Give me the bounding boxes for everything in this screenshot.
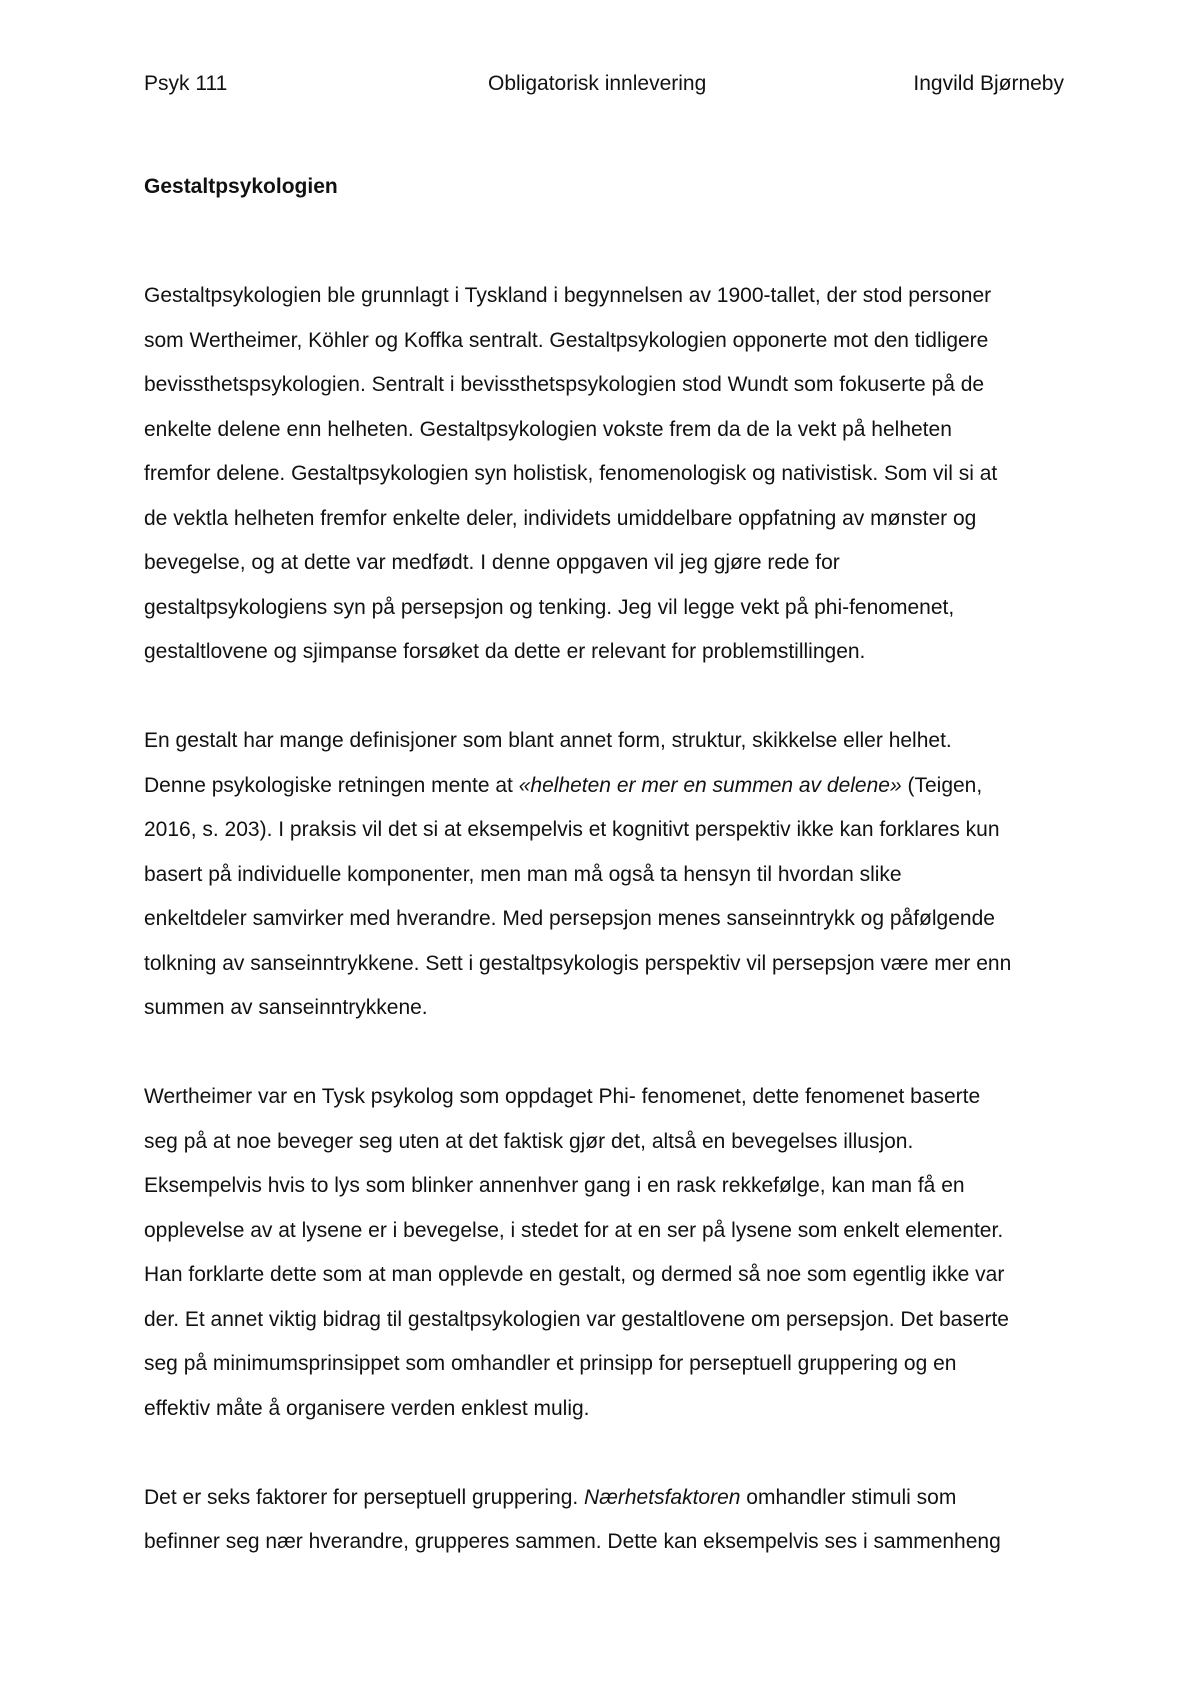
text-line: seg på at noe beveger seg uten at det faktisk gjør det, altså en bevegelses illusjon. [144, 1129, 914, 1153]
paragraph-intro [144, 274, 1064, 675]
page-header [144, 72, 1064, 102]
document-body [144, 274, 1064, 1609]
text-line [144, 1476, 1064, 1521]
italic-quote: «helheten er mer en summen av delene» [518, 773, 902, 797]
text-line: En gestalt har mange definisjoner som blant annet form, struktur, skikkelse eller helhet. [144, 729, 952, 752]
text-line: Wertheimer var en Tysk psykolog som oppdaget Phi- fenomenet, dette fenomenet baserte [144, 1085, 981, 1108]
text-line: 2016, s. 203). I praksis vil det si at eksempelvis et kognitivt perspektiv ikke kan forklares kun [144, 818, 1000, 841]
text-line: Gestaltpsykologien ble grunnlagt i Tyskland i begynnelsen av 1900-tallet, der stod personer [144, 284, 992, 307]
text-line: der. Et annet viktig bidrag til gestaltpsykologien var gestaltlovene om persepsjon. Det baserte [144, 1307, 1009, 1331]
paragraph-phi-phenomenon [144, 1075, 1064, 1431]
text-segment: omhandler stimuli som [740, 1485, 957, 1509]
text-line: opplevelse av at lysene er i bevegelse, i stedet for at en ser på lysene som enkelt elementer. [144, 1218, 1004, 1242]
header-author: Ingvild Bjørneby [913, 72, 1064, 95]
text-line: som Wertheimer, Köhler og Koffka sentralt. Gestaltpsykologien opponerte mot den tidligere [144, 328, 989, 352]
header-course: Psyk 111 [144, 72, 228, 95]
text-line: basert på individuelle komponenter, men man må også ta hensyn til hvordan slike [144, 862, 902, 886]
text-line: Eksempelvis hvis to lys som blinker annenhver gang i en rask rekkefølge, kan man få en [144, 1174, 965, 1197]
text-line: fremfor delene. Gestaltpsykologien syn holistisk, fenomenologisk og nativistisk. Som vil si at [144, 462, 998, 485]
text-segment: Det er seks faktorer for perseptuell gruppering. [144, 1485, 585, 1509]
text-line: gestaltlovene og sjimpanse forsøket da dette er relevant for problemstillingen. [144, 640, 866, 663]
text-line: bevissthetspsykologien. Sentralt i bevissthetspsykologien stod Wundt som fokuserte på de [144, 373, 985, 396]
text-line [144, 764, 1064, 809]
italic-term: Nærhetsfaktoren [584, 1485, 741, 1509]
text-line: bevegelse, og at dette var medfødt. I denne oppgaven vil jeg gjøre rede for [144, 551, 840, 574]
text-line: effektiv måte å organisere verden enklest mulig. [144, 1396, 590, 1420]
citation-segment: (Teigen, [901, 773, 983, 797]
text-line: Han forklarte dette som at man opplevde en gestalt, og dermed så noe som egentlig ikke var [144, 1263, 1005, 1286]
paragraph-grouping-factors [144, 1476, 1064, 1565]
text-line: enkelte delene enn helheten. Gestaltpsykologien vokste frem da de la vekt på helheten [144, 417, 952, 441]
header-assignment: Obligatorisk innlevering [488, 72, 707, 95]
text-line: de vektla helheten fremfor enkelte deler, individets umiddelbare oppfatning av mønster og [144, 506, 977, 530]
text-line: seg på minimumsprinsippet som omhandler et prinsipp for perseptuell gruppering og en [144, 1352, 957, 1375]
text-line: summen av sanseinntrykkene. [144, 996, 428, 1019]
paragraph-gestalt-definition [144, 719, 1064, 1031]
text-segment: Denne psykologiske retningen mente at [144, 773, 519, 797]
text-line: tolkning av sanseinntrykkene. Sett i gestaltpsykologis perspektiv vil persepsjon være mer enn [144, 951, 1012, 975]
text-line: gestaltpsykologiens syn på persepsjon og tenking. Jeg vil legge vekt på phi-fenomenet, [144, 595, 955, 619]
text-line: befinner seg nær hverandre, grupperes sammen. Dette kan eksempelvis ses i sammenheng [144, 1530, 1001, 1553]
document-title: Gestaltpsykologien [144, 175, 338, 198]
text-line: enkeltdeler samvirker med hverandre. Med persepsjon menes sanseinntrykk og påfølgende [144, 907, 995, 930]
